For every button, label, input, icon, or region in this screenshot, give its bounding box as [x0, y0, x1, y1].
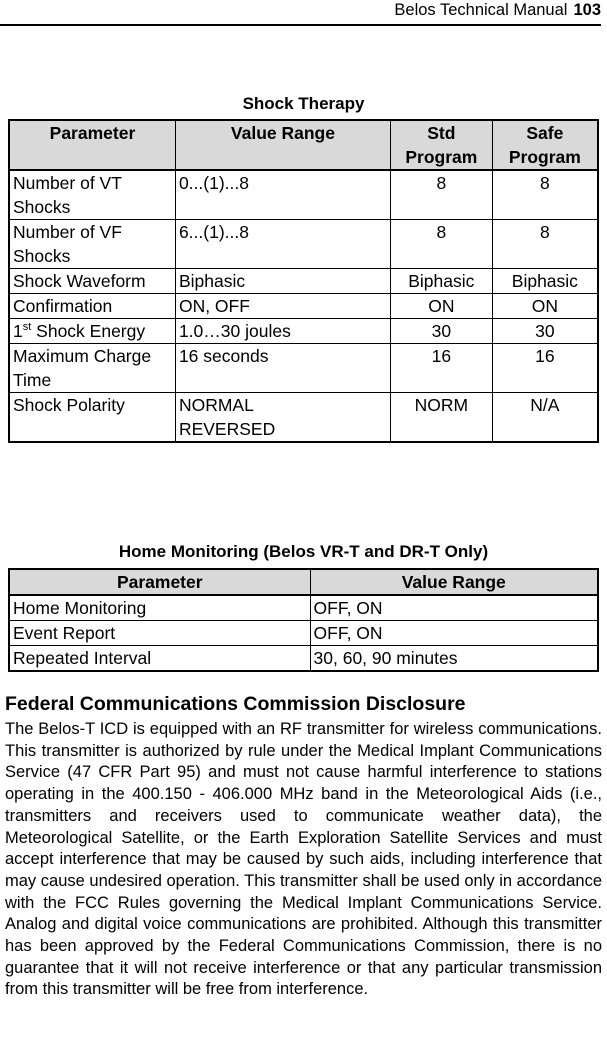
manual-title: Belos Technical Manual	[394, 1, 568, 19]
std-cell: 8	[390, 220, 492, 269]
std-cell: 16	[390, 344, 492, 393]
std-cell: NORM	[390, 393, 492, 443]
range-cell: 1.0…30 joules	[175, 319, 390, 344]
fcc-disclosure-heading: Federal Communications Commission Disclosure	[5, 693, 466, 715]
parameter-cell: Event Report	[9, 621, 310, 646]
table-row	[9, 294, 598, 319]
table-row	[9, 269, 598, 294]
column-header: Parameter	[9, 569, 310, 595]
table-row	[9, 170, 598, 220]
column-header: Safe Program	[492, 120, 598, 170]
std-cell: 30	[390, 319, 492, 344]
range-cell: 0...(1)...8	[175, 170, 390, 220]
safe-cell: 16	[492, 344, 598, 393]
parameter-cell: Number of VF Shocks	[9, 220, 175, 269]
table-header-row	[9, 120, 598, 170]
range-cell: 6...(1)...8	[175, 220, 390, 269]
ordinal-suffix: st	[22, 321, 32, 334]
shock-therapy-table	[8, 119, 599, 443]
page-number: 103	[573, 1, 601, 19]
column-header: Value Range	[175, 120, 390, 170]
shock-therapy-title: Shock Therapy	[242, 94, 365, 113]
fcc-disclosure-text: The Belos-T ICD is equipped with an RF transmitter for wireless communications. This transmitter is authorized by rule under the Medical Implant Communications Service (47 CFR Part 95) and must not cause harmful interference to stations operating in the 400.150 - 406.000 MHz band in the Meteorological Aids (i.e., transmitters and receivers used to communicate weather data), the Meteorological Satellite, or the Earth Exploration Satellite Services and must accept interference that may be caused by such aids, including interference that may cause undesired operation. This transmitter shall be used only in accordance with the FCC Rules governing the Medical Implant Communications Service. Analog and digital voice communications are prohibited. Although this transmitter has been approved by the Federal Communications Commission, there is no guarantee that it will not receive interference or that any particular transmission from this transmitter will be free from interference.	[5, 720, 602, 999]
table-row	[9, 621, 598, 646]
parameter-cell: Repeated Interval	[9, 646, 310, 672]
range-cell: OFF, ON	[310, 595, 598, 621]
page-header	[0, 0, 601, 26]
parameter-cell: Shock Polarity	[9, 393, 175, 443]
column-header: Std Program	[390, 120, 492, 170]
table-header-row	[9, 569, 598, 595]
parameter-cell: Confirmation	[9, 294, 175, 319]
column-header: Parameter	[9, 120, 175, 170]
std-cell: Biphasic	[390, 269, 492, 294]
table-row	[9, 646, 598, 672]
safe-cell: Biphasic	[492, 269, 598, 294]
parameter-cell	[9, 319, 175, 344]
ordinal-number: 1	[13, 321, 23, 341]
table-row	[9, 344, 598, 393]
home-monitoring-table	[8, 568, 599, 672]
table-row	[9, 595, 598, 621]
range-cell: Biphasic	[175, 269, 390, 294]
range-cell: 16 seconds	[175, 344, 390, 393]
safe-cell: 30	[492, 319, 598, 344]
range-cell: OFF, ON	[310, 621, 598, 646]
parameter-cell: Maximum Charge Time	[9, 344, 175, 393]
safe-cell: N/A	[492, 393, 598, 443]
safe-cell: 8	[492, 170, 598, 220]
safe-cell: ON	[492, 294, 598, 319]
column-header: Value Range	[310, 569, 598, 595]
range-cell: 30, 60, 90 minutes	[310, 646, 598, 672]
table-row	[9, 393, 598, 443]
parameter-text: Shock Energy	[31, 321, 146, 341]
std-cell: 8	[390, 170, 492, 220]
parameter-cell: Shock Waveform	[9, 269, 175, 294]
parameter-cell: Home Monitoring	[9, 595, 310, 621]
home-monitoring-title: Home Monitoring (Belos VR-T and DR-T Only)	[118, 542, 489, 561]
table-row	[9, 220, 598, 269]
parameter-cell: Number of VT Shocks	[9, 170, 175, 220]
std-cell: ON	[390, 294, 492, 319]
range-cell: ON, OFF	[175, 294, 390, 319]
range-line: NORMAL	[178, 395, 254, 415]
range-cell	[175, 393, 390, 443]
range-line: REVERSED	[178, 419, 276, 439]
table-row	[9, 319, 598, 344]
safe-cell: 8	[492, 220, 598, 269]
